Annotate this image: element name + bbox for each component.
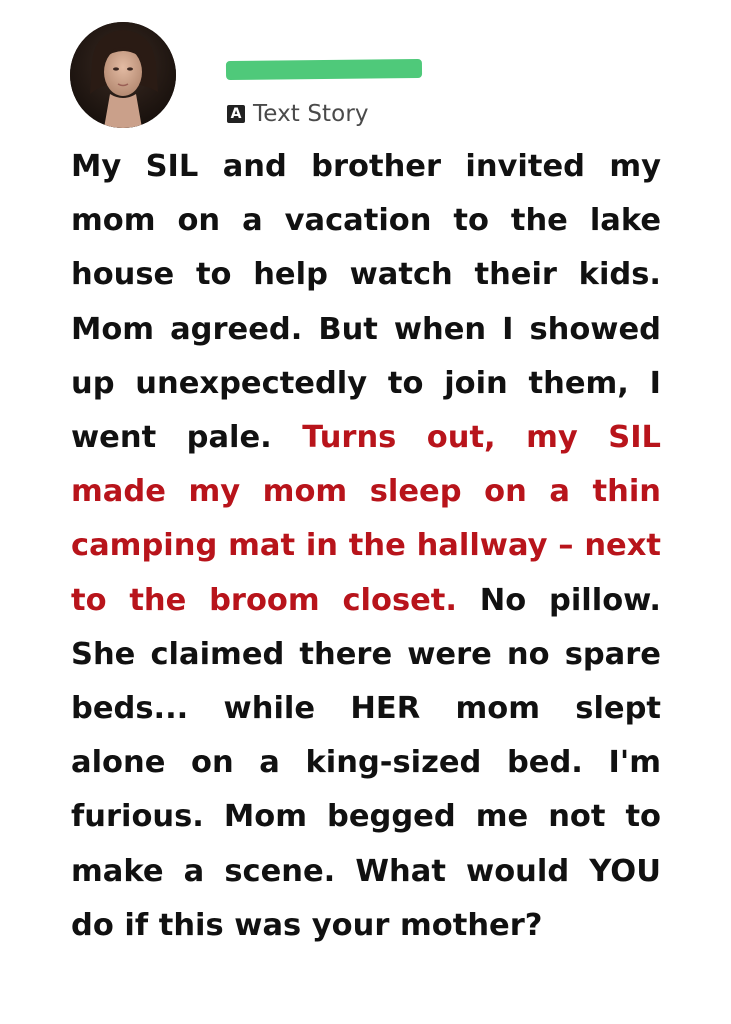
story-text-ending: No pillow. She claimed there were no spare beds... while HER mom slept alone on a king-sized bed. I'm furious. Mom begged me not to make a scene. What would YOU do if this was your mother? <box>71 582 661 943</box>
source-label: Text Story <box>253 101 369 127</box>
avatar[interactable] <box>70 22 176 128</box>
avatar-image <box>70 22 176 128</box>
story-text-highlight: Turns out, my SIL made my mom sleep on a thin camping mat in the hallway – next to the broom closet. <box>71 420 661 618</box>
text-story-icon: A <box>227 105 245 123</box>
post-header <box>0 0 731 140</box>
story-text <box>71 140 661 953</box>
post-source <box>227 100 369 128</box>
redacted-username <box>226 59 422 80</box>
story-text-intro: My SIL and brother invited my mom on a vacation to the lake house to help watch their kids. Mom agreed. But when I showed up unexpectedly to join them, I went pale. <box>71 149 661 456</box>
